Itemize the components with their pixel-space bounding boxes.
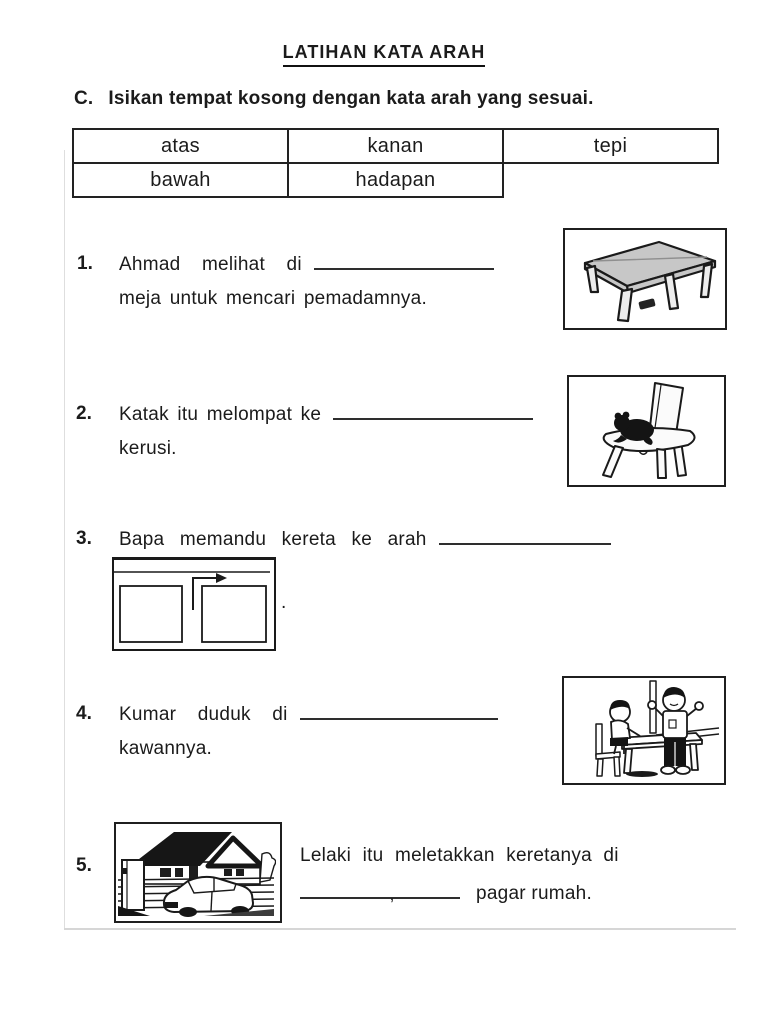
word-bank-cell-bawah: bawah (73, 163, 288, 197)
question-4-number: 4. (76, 703, 92, 724)
instruction-line (74, 88, 594, 110)
question-1-line-2: meja untuk mencari pemadamnya. (119, 288, 427, 309)
question-5-picture-box (114, 822, 282, 923)
page-title: LATIHAN KATA ARAH (283, 42, 486, 67)
question-5-text-after-blank: pagar rumah. (476, 883, 593, 904)
question-3-text-before-blank: Bapa memandu kereta ke arah (119, 529, 427, 550)
question-3-road-diagram-box (112, 557, 276, 651)
road-junction-diagram (114, 560, 270, 644)
word-bank-row-1 (73, 129, 718, 163)
page-edge-line-vertical (64, 150, 65, 929)
instruction-text: Isikan tempat kosong dengan kata arah yang sesuai. (108, 88, 594, 109)
gate-pillar-shape (122, 860, 144, 910)
table-with-eraser-illustration (565, 230, 721, 324)
question-2-picture-box (567, 375, 726, 487)
question-3-line-1 (119, 528, 611, 551)
question-4-picture-box (562, 676, 726, 785)
question-2-answer-blank (333, 403, 533, 420)
word-bank-cell-atas: atas (73, 129, 288, 163)
word-bank-cell-kanan: kanan (288, 129, 503, 163)
question-2-text-before-blank: Katak itu melompat ke (119, 404, 322, 425)
right-turn-arrow (193, 578, 216, 610)
question-3-number: 3. (76, 528, 92, 549)
word-bank-cell-tepi: tepi (503, 129, 718, 163)
word-bank-table (72, 128, 719, 198)
question-2-line-1 (119, 403, 533, 426)
question-1-line-1 (119, 253, 494, 276)
frog-shape (613, 412, 654, 445)
question-2-line-2: kerusi. (119, 438, 177, 459)
word-bank-cell-hadapan: hadapan (288, 163, 503, 197)
word-bank-cell-empty (503, 163, 718, 197)
question-3-answer-blank (439, 528, 611, 545)
question-2-number: 2. (76, 403, 92, 424)
word-bank-row-2 (73, 163, 718, 197)
eraser-shape (638, 298, 655, 310)
section-label: C. (74, 88, 94, 109)
question-5-line-1: Lelaki itu meletakkan keretanya di (300, 845, 619, 866)
question-1-text-before-blank: Ahmad melihat di (119, 254, 302, 275)
question-5-answer-blank (300, 882, 460, 904)
question-4-line-1 (119, 703, 498, 726)
question-4-line-2: kawannya. (119, 738, 213, 759)
question-3-sentence-period: . (281, 592, 287, 613)
question-1-picture-box (563, 228, 727, 330)
question-4-answer-blank (300, 703, 498, 720)
question-5-line-2 (300, 882, 592, 905)
arrowhead-icon (216, 573, 227, 583)
page-edge-line-horizontal (64, 928, 736, 930)
house-fence-car-illustration (116, 824, 276, 917)
question-4-text-before-blank: Kumar duduk di (119, 704, 288, 725)
two-boys-classroom-illustration (564, 678, 720, 779)
frog-on-chair-illustration (569, 377, 720, 481)
question-5-number: 5. (76, 855, 92, 876)
page-header (0, 42, 768, 67)
question-1-answer-blank (314, 253, 494, 270)
question-1-number: 1. (77, 253, 93, 274)
question-5-blank-mark: , (389, 885, 395, 904)
